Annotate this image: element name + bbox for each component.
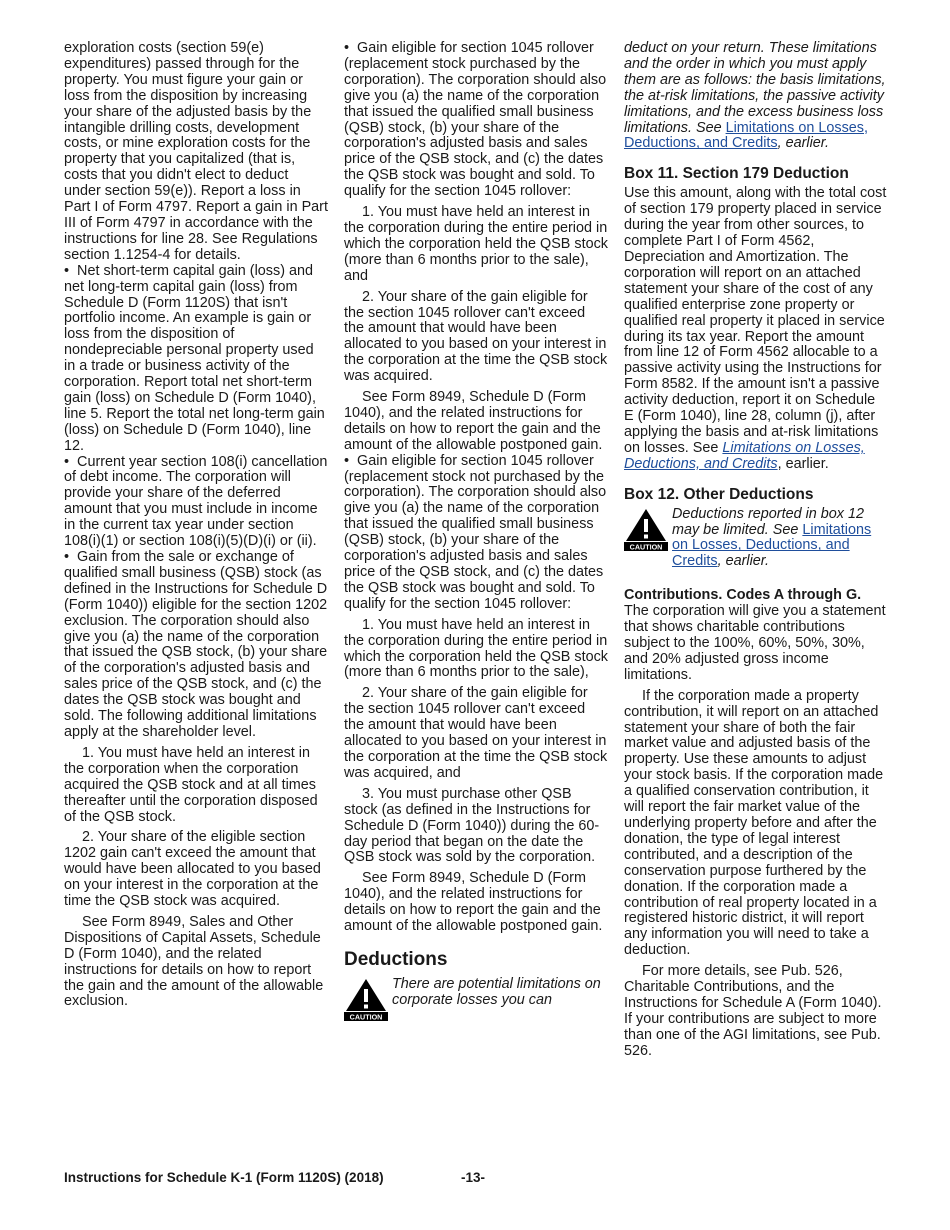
caution-label: CAUTION <box>349 1012 383 1021</box>
bullet-item: • Gain eligible for section 1045 rollover (replacement stock not purchased by the corporation). The corporation should also give you (a) the name of the corporation that issued the qualified small business (QSB) stock, (b) your share of the corporation's adjusted basis and sales price of the QSB stock, and (c) the dates the QSB stock was bought and sold. To qualify for the section 1045 rollover: <box>344 454 608 613</box>
section-heading-box-11: Box 11. Section 179 Deduction <box>624 165 849 183</box>
box-11-tail: , earlier. <box>777 455 829 472</box>
contributions-text: The corporation will give you a statement that shows charitable contributions subject to the 100%, 60%, 50%, 30%, and 20% adjusted gross income limitations. <box>624 603 886 683</box>
paragraph: For more details, see Pub. 526, Charitable Contributions, and the Instructions for Schedule A (Form 1040). If your contributions are subject to more than one of the AGI limitations, see Pub. 526. <box>624 963 882 1059</box>
contributions-heading: Contributions. Codes A through G. <box>624 587 862 604</box>
paragraph: See Form 8949, Schedule D (Form 1040), and the related instructions for details on how to report the gain and the amount of the allowable postponed gain. <box>344 389 603 453</box>
caution-text-body: Deductions reported in box 12 may be limited. See <box>672 505 864 538</box>
caution-icon <box>344 977 388 1021</box>
box-11-paragraph <box>624 186 888 472</box>
limitations-link[interactable]: Limitations on Losses, Deductions, and Credits <box>624 119 868 152</box>
bullet-item: • Net short-term capital gain (loss) and net long-term capital gain (loss) from Schedule D (Form 1120S) that isn't portfolio income. An example is gain or loss from the disposition of nondepreciable personal property used in a trade or business activity of the corporation. Report total net short-term gain (loss) on Schedule D (Form 1040), line 5. Report the total net long-term gain (loss) on Schedule D (Form 1040), line 12. <box>64 264 328 455</box>
numbered-item: 2. Your share of the eligible section 1202 gain can't exceed the amount that would have been allocated to you based on your interest in the corporation at the time the QSB stock was acquired. <box>64 829 321 910</box>
column-3 <box>624 41 888 1060</box>
caution-text-tail: , earlier. <box>717 553 770 570</box>
contributions-paragraph <box>624 588 888 683</box>
section-heading-box-12: Box 12. Other Deductions <box>624 485 814 503</box>
bullet-item: • Gain from the sale or exchange of qualified small business (QSB) stock (as defined in the Instructions for Schedule D (Form 1040)) eligible for the section 1202 exclusion. The corporation should also give you (a) the name of the corporation that issued the QSB stock, (b) your share of the corporation's adjusted basis and sales price of the QSB stock, and (c) the dates the QSB stock was bought and sold. The following additional limitations apply at the shareholder level. <box>64 550 328 741</box>
paragraph: If the corporation made a property contribution, it will report on an attached statement your share of both the fair market value and adjusted basis of the property. Use these amounts to adjust your stock basis. If the corporation made a qualified conservation contribution, it will report the fair market value of the underlying property before and after the donation, the type of legal interest contributed, and a description of the conservation purpose furthered by the donation. If the corporation made a contribution of real property located in a registered historic district, it will report any information you will need to take a deduction. <box>624 687 884 959</box>
bullet-item: • Current year section 108(i) cancellation of debt income. The corporation will provide your share of the deferred amount that you must include in income in the current tax year under section 108(i)(1) or section 108(i)(5)(D)(i) or (ii). <box>64 455 328 550</box>
caution-text <box>672 507 888 571</box>
limitations-link-text: Limitations on Losses, Deductions, and Credits <box>624 439 865 472</box>
numbered-item: 1. You must have held an interest in the corporation when the corporation acquired the QSB stock and at all times thereafter until the corporation disposed of the QSB stock. <box>64 744 318 825</box>
column-2 <box>344 41 608 1021</box>
caution-note <box>624 507 888 571</box>
box-11-text: Use this amount, along with the total cost of section 179 property placed in service during the year from other sources, to complete Part I of Form 4562, Depreciation and Amortization. The corporation will report on an attached statement your share of the cost of any qualified enterprise zone property or qualified real property it placed in service during its tax year. Report the amount from line 12 of Form 4562 allocable to a passive activity using the Instructions for Form 8582. If the amount isn't a passive activity deduction, report it on Schedule E (Form 1040), line 28, column (j), after applying the basis and at-risk limitations on losses. See <box>624 185 887 456</box>
numbered-item: 2. Your share of the gain eligible for the section 1045 rollover can't exceed the amount that would have been allocated to you based on your interest in the corporation at the time the QSB stock was acquired. <box>344 288 608 385</box>
paragraph: See Form 8949, Sales and Other Dispositions of Capital Assets, Schedule D (Form 1040), and the related instructions for details on how to report the gain and the amount of the allowable exclusion. <box>64 913 324 1010</box>
section-heading-deductions: Deductions <box>344 948 448 970</box>
page-footer <box>64 1170 894 1185</box>
page-number: -13- <box>461 1170 486 1185</box>
column-1 <box>64 41 328 1010</box>
caution-label: CAUTION <box>629 542 663 551</box>
paragraph: exploration costs (section 59(e) expenditures) passed through for the property. You must figure your gain or loss from the disposition by increasing your share of the adjusted basis by the intangible drilling costs, development costs, or mine exploration costs for the property that you capitalized (that is, costs that you didn't elect to deduct under section 59(e)). Report a loss in Part I of Form 4797. Report a gain in Part III of Form 4797 in accordance with the instructions for line 28. See Regulations section 1.1254-4 for details. <box>64 40 328 263</box>
caution-text: There are potential limitations on corporate losses you can <box>392 975 601 1008</box>
caution-icon <box>624 507 668 551</box>
limitations-link[interactable]: Limitations on Losses, Deductions, and Credits <box>672 521 872 570</box>
caution-continuation-tail: , earlier. <box>777 135 830 152</box>
bullet-item: • Gain eligible for section 1045 rollover (replacement stock purchased by the corporation). The corporation should also give you (a) the name of the corporation that issued the qualified small business (QSB) stock, (b) your share of the corporation's adjusted basis and sales price of the QSB stock, and (c) the dates the QSB stock was bought and sold. To qualify for the section 1045 rollover: <box>344 41 608 200</box>
caution-continuation: deduct on your return. These limitations and the order in which you must apply them are as follows: the basis limitations, the at-risk limitations, the passive activity limitations, and the excess business loss limitations. See <box>624 40 886 136</box>
paragraph: See Form 8949, Schedule D (Form 1040), and the related instructions for details on how to report the gain and the amount of the allowable postponed gain. <box>344 870 603 935</box>
footer-title: Instructions for Schedule K-1 (Form 1120S) (2018) <box>64 1170 384 1185</box>
numbered-item: 1. You must have held an interest in the corporation during the entire period in which the corporation held the QSB stock (more than 6 months prior to the sale), and <box>344 204 608 284</box>
numbered-item: 1. You must have held an interest in the corporation during the entire period in which the corporation held the QSB stock (more than 6 months prior to the sale), <box>344 616 608 681</box>
caution-note <box>344 977 608 1021</box>
numbered-item: 3. You must purchase other QSB stock (as defined in the Instructions for Schedule D (Form 1040)) during the 60-day period that began on the date the QSB stock was sold by the corporation. <box>344 785 600 866</box>
continued-caution-text <box>624 41 888 152</box>
numbered-item: 2. Your share of the gain eligible for the section 1045 rollover can't exceed the amount that would have been allocated to you based on your interest in the corporation at the time the QSB stock was acquired, and <box>344 685 608 781</box>
